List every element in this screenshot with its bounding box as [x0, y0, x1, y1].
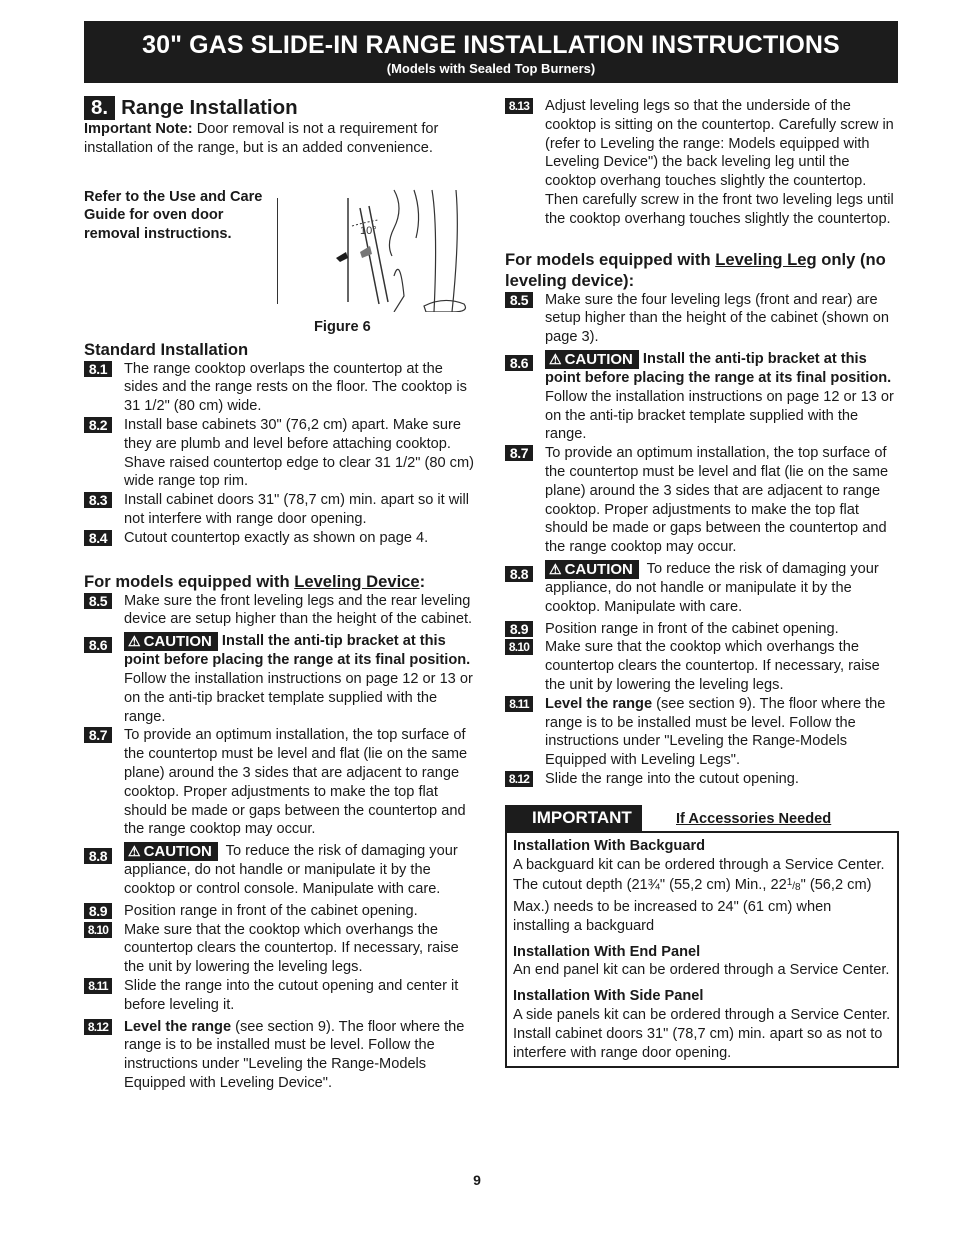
device-step-8-10 — [84, 921, 478, 977]
step-number: 8.6 — [84, 637, 112, 653]
step-number: 8.2 — [84, 417, 112, 433]
step-8-3 — [84, 491, 478, 529]
step-text: To reduce the risk of damaging your appliance, do not handle or manipulate it by the cooktop. Manipulate with care. — [545, 560, 879, 615]
important-note-label: Important Note: — [84, 121, 193, 137]
important-note-text: Door removal is not a requirement for installation of the range, but is an added convenience. — [84, 121, 439, 156]
step-number: 8.7 — [84, 727, 112, 743]
leg-step-8-9 — [505, 620, 899, 639]
leg-step-8-8 — [505, 560, 899, 617]
step-bold-text: Install the anti-tip bracket at this point before placing the range at its final position. — [124, 633, 471, 669]
device-step-8-6 — [84, 632, 478, 726]
step-text: Install cabinet doors 31" (78,7 cm) min. apart so it will not interfere with range door opening. — [124, 492, 470, 527]
step-text: To provide an optimum installation, the top surface of the countertop must be level and flat (lie on the same plane) around the 3 sides that are adjacent to range cooktop. Proper adjustments to make the top flat should be made or gaps between the countertop and the range cooktop may occur. — [545, 445, 889, 556]
end-panel-block — [513, 943, 891, 981]
backguard-text: A backguard kit can be ordered through a Service Center. The cutout depth (21¾" (55,2 cm) Min., $22^1/8$" (56,2 cm) Max.) needs to be increased to 24" (61 cm) when installing a backguard — [513, 856, 885, 934]
step-number: 8.9 — [505, 621, 533, 637]
step-text: Slide the range into the cutout opening and center it before leveling it. — [124, 977, 459, 1013]
accessories-label: If Accessories Needed — [676, 810, 832, 827]
page-number: 9 — [473, 1172, 481, 1188]
leg-step-8-10 — [505, 638, 899, 694]
step-text: Cutout countertop exactly as shown on page 4. — [124, 529, 429, 546]
step-number: 8.5 — [84, 593, 112, 609]
leveling-device-term: Leveling Device — [294, 571, 420, 591]
leveling-leg-term: Leveling Leg — [715, 249, 817, 269]
side-panel-text: A side panels kit can be ordered through a Service Center. Install cabinet doors 31" (78,7 cm) min. apart so as not to interfere with range door opening. — [513, 1007, 891, 1061]
device-step-8-9 — [84, 902, 478, 921]
section-number: 8. — [84, 96, 115, 120]
step-text: Make sure the four leveling legs (front and rear) are setup higher than the height of the cabinet (shown on page 3). — [545, 291, 890, 346]
warning-triangle-icon: ⚠ — [128, 843, 141, 860]
step-number: 8.10 — [505, 639, 533, 655]
device-step-8-5 — [84, 592, 478, 630]
step-number: 8.7 — [505, 445, 533, 461]
step-text: Slide the range into the cutout opening. — [545, 770, 799, 787]
door-removal-illustration — [334, 186, 479, 312]
backguard-block — [513, 837, 891, 936]
step-bold-text: Level the range — [124, 1018, 232, 1035]
figure-refer-text: Refer to the Use and Care Guide for oven door removal instructions. — [84, 188, 263, 243]
step-number: 8.11 — [84, 978, 112, 994]
step-text: Position range in front of the cabinet opening. — [124, 902, 418, 919]
figure-caption: Figure 6 — [314, 318, 371, 335]
step-number: 8.13 — [505, 98, 533, 114]
caution-badge: ⚠ CAUTION — [545, 560, 639, 579]
step-number: 8.4 — [84, 530, 112, 546]
leveling-device-heading: For models equipped with Leveling Device: — [84, 571, 426, 591]
standard-installation-heading: Standard Installation — [84, 339, 249, 359]
section-heading — [84, 96, 478, 120]
leg-step-8-6 — [505, 350, 899, 444]
step-number: 8.11 — [505, 696, 533, 712]
leg-step-8-5 — [505, 291, 899, 347]
step-text: (see section 9). The floor where the range is to be installed must be level. Follow the instructions under "Leveling the Range-Models Equipped with Leveling Legs". — [545, 695, 886, 769]
leg-step-8-12 — [505, 770, 899, 789]
step-bold-text: Level the range — [545, 695, 653, 712]
caution-badge: ⚠ CAUTION — [124, 842, 218, 861]
step-text: Position range in front of the cabinet opening. — [545, 620, 839, 637]
leg-step-8-7 — [505, 444, 899, 557]
step-8-13 — [505, 97, 899, 229]
step-number: 8.8 — [84, 848, 112, 864]
step-text: Install base cabinets 30" (76,2 cm) apart. Make sure they are plumb and level before attaching cooktop. Shave raised countertop edge to clear 31 1/2" (80 cm) wide range top rim. — [124, 416, 474, 490]
right-column — [505, 97, 899, 1068]
page-header — [84, 21, 898, 83]
device-step-8-11 — [84, 977, 478, 1015]
device-step-8-8 — [84, 842, 478, 899]
step-number: 8.10 — [84, 922, 112, 938]
warning-triangle-icon: ⚠ — [549, 560, 562, 577]
page-title: 30" GAS SLIDE-IN RANGE INSTALLATION INSTRUCTIONS — [142, 31, 840, 59]
end-panel-title: Installation With End Panel — [513, 943, 701, 960]
step-number: 8.9 — [84, 903, 112, 919]
step-text: Make sure that the cooktop which overhangs the countertop clears the countertop. If necessary, raise the unit by lowering the leveling legs. — [124, 921, 459, 976]
warning-triangle-icon: ⚠ — [128, 633, 141, 650]
step-8-1 — [84, 360, 478, 416]
step-text: Follow the installation instructions on page 12 or 13 or on the anti-tip bracket template supplied with the range. — [124, 670, 473, 725]
step-number: 8.1 — [84, 361, 112, 377]
step-8-2 — [84, 416, 478, 491]
step-text: To reduce the risk of damaging your appliance, do not handle or manipulate it by the cooktop or control console. Manipulate with care. — [124, 843, 458, 897]
warning-triangle-icon: ⚠ — [549, 350, 562, 367]
step-text: The range cooktop overlaps the countertop at the sides and the range rests on the floor. The cooktop is 31 1/2" (80 cm) wide. — [124, 360, 467, 415]
step-text: Follow the installation instructions on page 12 or 13 or on the anti-tip bracket template supplied with the range. — [545, 388, 894, 443]
step-number: 8.12 — [84, 1019, 112, 1035]
step-text: Adjust leveling legs so that the underside of the cooktop is sitting on the countertop. Carefully screw in (refer to Leveling the range: Models equipped with Leveling Device") the back leveling leg until the cooktop overhang touches slightly the countertop. Then carefully screw in the front two leveling legs until the cooktop overhang touches slightly the countertop. — [545, 98, 894, 227]
leg-step-8-11 — [505, 695, 899, 770]
step-8-4 — [84, 529, 478, 548]
figure-6 — [84, 158, 478, 335]
step-number: 8.5 — [505, 292, 533, 308]
important-label: IMPORTANT — [505, 805, 642, 831]
backguard-title: Installation With Backguard — [513, 837, 706, 854]
step-number: 8.6 — [505, 355, 533, 371]
step-number: 8.8 — [505, 566, 533, 582]
important-note — [84, 120, 478, 158]
caution-badge: ⚠ CAUTION — [545, 350, 639, 369]
device-step-8-7 — [84, 726, 478, 839]
step-bold-text: Install the anti-tip bracket at this point before placing the range at its final position. — [545, 350, 892, 386]
left-column — [84, 96, 478, 1093]
step-text: To provide an optimum installation, the top surface of the countertop must be level and flat (lie on the same plane) around the 3 sides that are adjacent to range cooktop. Proper adjustments to make the top flat should be made or gaps between the countertop and the range cooktop may occur. — [124, 727, 468, 838]
caution-badge: ⚠ CAUTION — [124, 632, 218, 651]
step-text: Make sure that the cooktop which overhangs the countertop clears the countertop. If necessary, raise the unit by lowering the leveling legs. — [545, 639, 880, 693]
important-header — [505, 805, 899, 831]
important-box — [505, 831, 899, 1069]
angle-label: 10° — [360, 224, 377, 237]
side-panel-title: Installation With Side Panel — [513, 988, 704, 1005]
leveling-leg-heading: For models equipped with Leveling Leg only (no leveling device): — [505, 249, 886, 290]
step-number: 8.12 — [505, 771, 533, 787]
step-number: 8.3 — [84, 492, 112, 508]
side-panel-block — [513, 987, 891, 1062]
figure-divider — [277, 198, 278, 304]
step-text: (see section 9). The floor where the range is to be installed must be level. Follow the instructions under "Leveling the Range-Models Equipped with Leveling Device". — [124, 1018, 465, 1091]
end-panel-text: An end panel kit can be ordered through a Service Center. — [513, 962, 890, 979]
section-title: Range Installation — [121, 96, 298, 119]
page-subtitle: (Models with Sealed Top Burners) — [386, 61, 596, 76]
step-text: Make sure the front leveling legs and the rear leveling device are setup higher than the height of the cabinet. — [124, 592, 473, 628]
device-step-8-12 — [84, 1018, 478, 1093]
